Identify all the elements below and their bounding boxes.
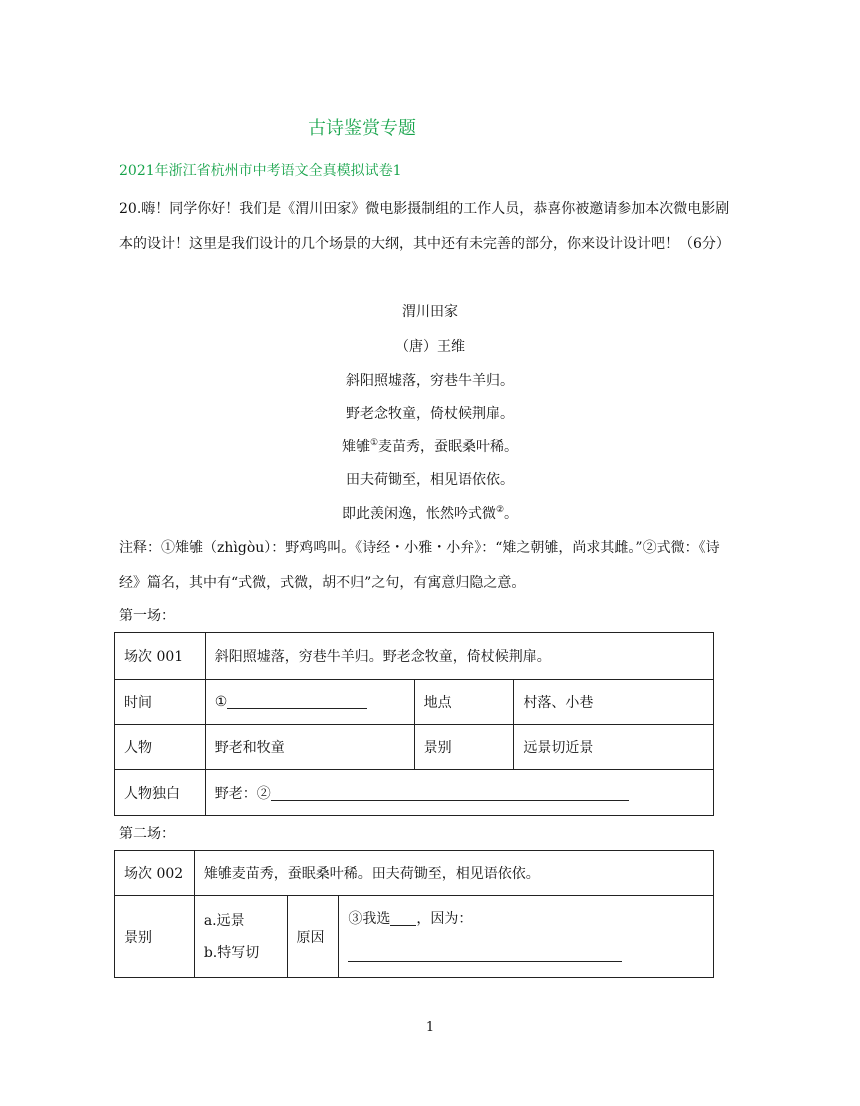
reason-answer-cell [339, 896, 714, 978]
reason-label: 原因 [287, 896, 339, 978]
view-label: 景别 [414, 725, 514, 770]
place-label: 地点 [414, 680, 514, 725]
people-label: 人物 [115, 725, 206, 770]
scene-2-table [114, 850, 714, 978]
monologue-label: 人物独白 [115, 770, 206, 816]
poem-line-4: 田夫荷锄至，相见语依依。 [346, 472, 514, 488]
time-blank-marker: ① [214, 694, 228, 710]
time-label: 时间 [115, 680, 206, 725]
monologue-prefix: 野老：② [214, 785, 271, 802]
reason-prefix: ③我选 [348, 910, 391, 927]
reason-suffix: ，因为： [416, 910, 473, 927]
time-answer-blank[interactable] [227, 694, 367, 709]
footnote-marker-1: ① [369, 438, 379, 448]
scene-1-number-label: 场次 001 [115, 633, 206, 680]
footnote-marker-2: ② [495, 505, 505, 515]
view-option-a: a.远景 [203, 912, 245, 929]
scene-1-text: 斜阳照墟落，穷巷牛羊归。野老念牧童，倚杖候荆扉。 [205, 633, 713, 680]
people-value: 野老和牧童 [205, 725, 414, 770]
exam-source: 2021年浙江省杭州市中考语文全真模拟试卷1 [119, 163, 402, 179]
scene-2-view-label: 景别 [115, 896, 195, 978]
poem-line-3-a: 雉雊 [341, 439, 370, 455]
poem-line-3-b: 麦苗秀，蚕眠桑叶稀。 [378, 439, 519, 455]
scene-1-heading: 第一场： [119, 608, 175, 624]
poem-line-5-b: 。 [504, 506, 519, 522]
question-text: 20.嗨！同学你好！我们是《渭川田家》微电影摄制组的工作人员，恭喜你被邀请参加本次微电影剧本的设计！这里是我们设计的几个场景的大纲，其中还有未完善的部分，你来设计设计吧！（6分） [119, 201, 730, 252]
poem-line-2: 野老念牧童，倚杖候荆扉。 [346, 406, 514, 422]
poem-author: （唐）王维 [395, 339, 465, 355]
annotation-notes: 注释：①雉雊（zhìgòu）：野鸡鸣叫。《诗经・小雅・小弁》：“雉之朝雊，尚求其雌。”②式微：《诗经》篇名，其中有“式微，式微，胡不归”之句，有寓意归隐之意。 [119, 540, 720, 591]
view-value: 远景切近景 [514, 725, 714, 770]
choice-answer-blank[interactable] [390, 911, 416, 926]
poem-line-5-a: 即此羡闲逸，怅然吟式微 [341, 506, 496, 522]
scene-1-table [114, 632, 714, 816]
poem-line-1: 斜阳照墟落，穷巷牛羊归。 [346, 373, 514, 389]
page-number: 1 [425, 1020, 435, 1035]
scene-2-number-label: 场次 002 [115, 851, 195, 896]
monologue-answer-cell [205, 770, 713, 816]
scene-2-heading: 第二场： [119, 826, 175, 842]
poem-title: 渭川田家 [402, 304, 458, 320]
poem-line-5 [0, 503, 860, 523]
view-options [194, 896, 287, 978]
view-option-b: b.特写切 [203, 944, 260, 961]
time-answer-cell [205, 680, 414, 725]
reason-answer-blank[interactable] [348, 947, 622, 962]
poem-line-3 [0, 436, 860, 456]
page-title: 古诗鉴赏专题 [308, 118, 416, 139]
place-value: 村落、小巷 [514, 680, 714, 725]
monologue-answer-blank[interactable] [271, 786, 629, 801]
scene-2-text: 雉雊麦苗秀，蚕眠桑叶稀。田夫荷锄至，相见语依依。 [194, 851, 713, 896]
